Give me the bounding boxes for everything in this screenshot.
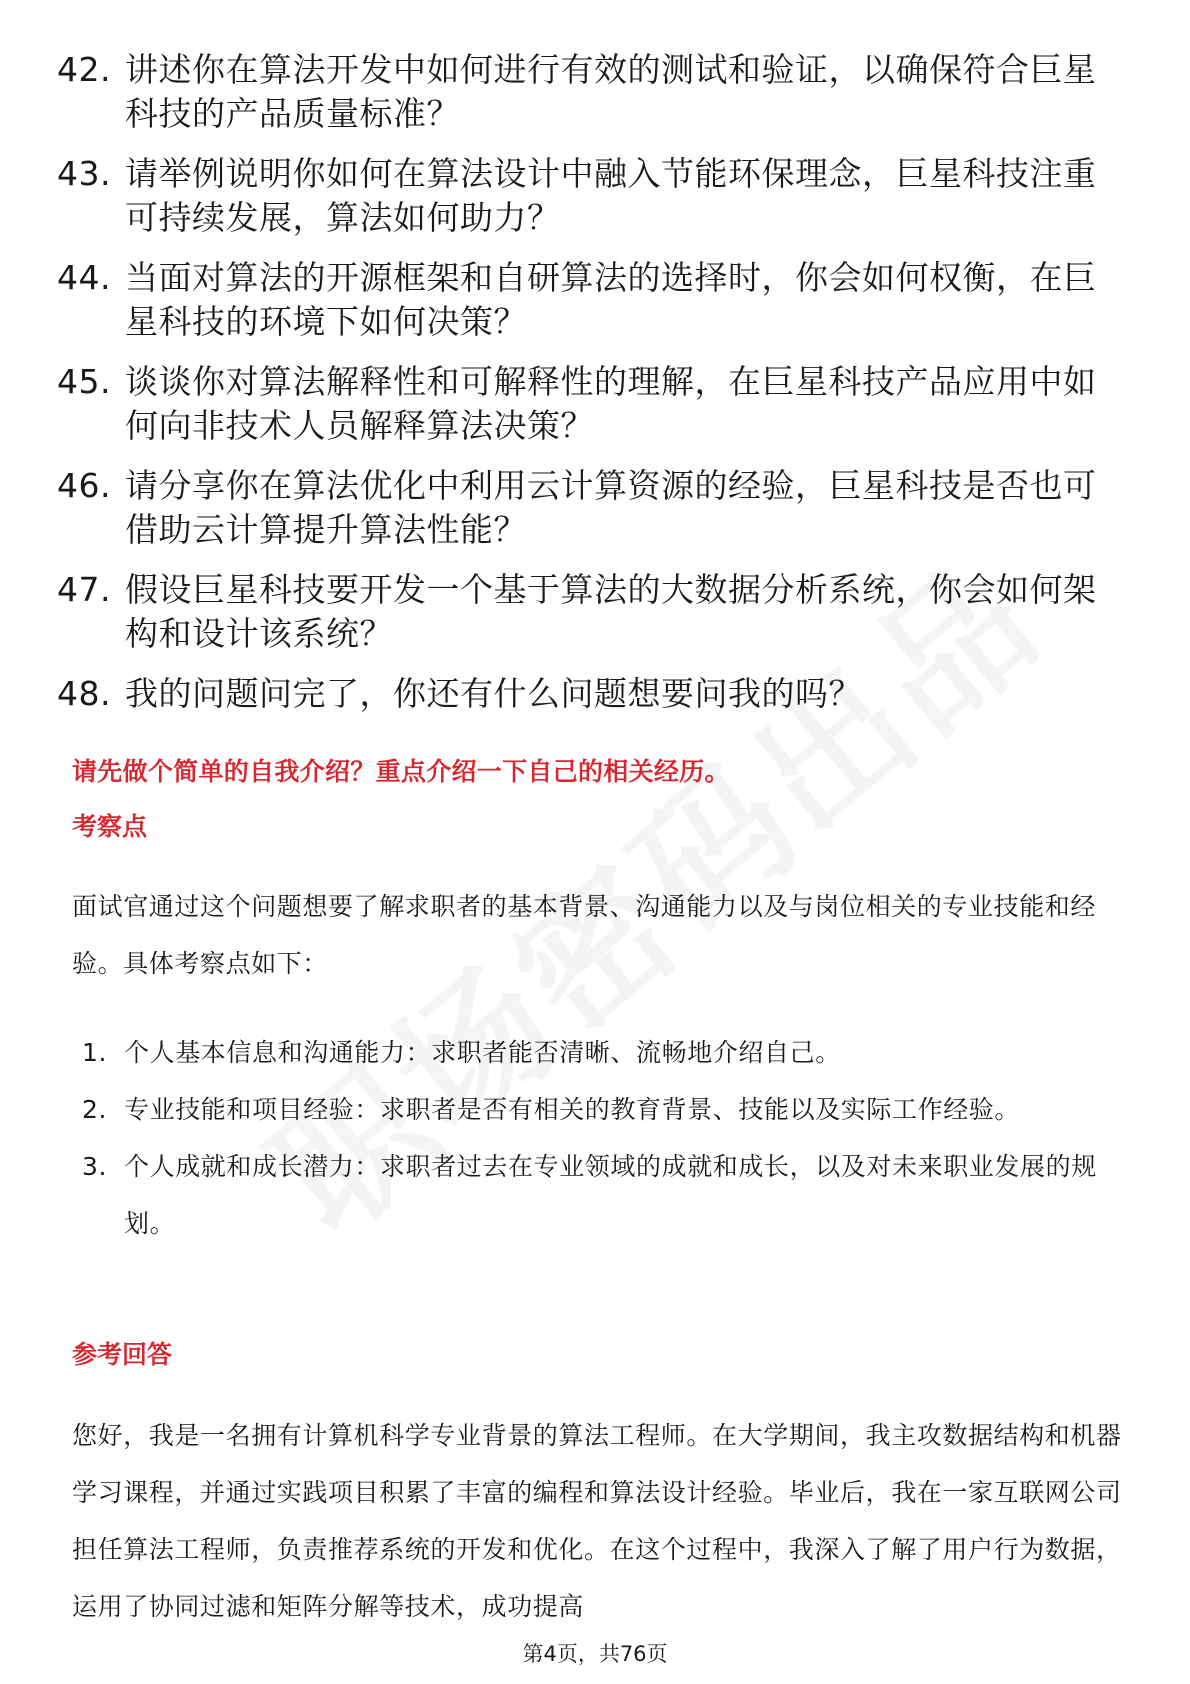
page-footer: 第4页，共76页 — [522, 1642, 668, 1666]
question-text: 讲述你在算法开发中如何进行有效的测试和验证，以确保符合巨星科技的产品质量标准？ — [125, 50, 1097, 133]
focus-point-number: 1. — [82, 1038, 108, 1067]
answer-paragraph: 您好，我是一名拥有计算机科学专业背景的算法工程师。在大学期间，我主攻数据结构和机器学习课程，并通过实践项目积累了丰富的编程和算法设计经验。毕业后，我在一家互联网公司担任算法工程师，负责推荐系统的开发和优化。在这个过程中，我深入了解了用户行为数据，运用了协同过滤和矩阵分解等技术，成功提高 — [72, 1421, 1122, 1621]
question-item — [57, 48, 1117, 136]
question-item — [57, 568, 1117, 656]
question-number: 46. — [57, 466, 111, 505]
focus-point-item — [82, 1024, 1122, 1081]
question-number: 48. — [57, 674, 111, 713]
focus-point-number: 3. — [82, 1152, 108, 1181]
question-number: 42. — [57, 50, 111, 89]
question-text: 谈谈你对算法解释性和可解释性的理解，在巨星科技产品应用中如何向非技术人员解释算法决策？ — [125, 362, 1097, 445]
intro-paragraph: 面试官通过这个问题想要了解求职者的基本背景、沟通能力以及与岗位相关的专业技能和经验。具体考察点如下： — [72, 892, 1097, 978]
question-item — [57, 256, 1117, 344]
question-text: 请分享你在算法优化中利用云计算资源的经验，巨星科技是否也可借助云计算提升算法性能？ — [125, 466, 1097, 549]
question-item — [57, 152, 1117, 240]
question-number: 47. — [57, 570, 111, 609]
focus-point-list — [82, 1024, 1122, 1252]
question-text: 当面对算法的开源框架和自研算法的选择时，你会如何权衡，在巨星科技的环境下如何决策？ — [125, 258, 1097, 341]
question-text: 我的问题问完了，你还有什么问题想要问我的吗？ — [125, 674, 862, 713]
focus-point-item — [82, 1138, 1122, 1252]
focus-point-item — [82, 1081, 1122, 1138]
question-number: 44. — [57, 258, 111, 297]
focus-point-text: 个人基本信息和沟通能力：求职者能否清晰、流畅地介绍自己。 — [124, 1038, 841, 1067]
question-text: 假设巨星科技要开发一个基于算法的大数据分析系统，你会如何架构和设计该系统？ — [125, 570, 1097, 653]
question-number: 45. — [57, 362, 111, 401]
question-text: 请举例说明你如何在算法设计中融入节能环保理念，巨星科技注重可持续发展，算法如何助力？ — [125, 154, 1097, 237]
question-item — [57, 672, 1117, 716]
question-list — [57, 48, 1117, 732]
question-number: 43. — [57, 154, 111, 193]
question-item — [57, 464, 1117, 552]
section-question-heading: 请先做个简单的自我介绍？重点介绍一下自己的相关经历。 — [72, 757, 730, 786]
focus-heading: 考察点 — [72, 812, 148, 841]
focus-point-text: 专业技能和项目经验：求职者是否有相关的教育背景、技能以及实际工作经验。 — [124, 1095, 1021, 1124]
focus-point-text: 个人成就和成长潜力：求职者过去在专业领域的成就和成长，以及对未来职业发展的规划。 — [124, 1152, 1097, 1238]
focus-point-number: 2. — [82, 1095, 108, 1124]
question-item — [57, 360, 1117, 448]
answer-heading: 参考回答 — [72, 1340, 173, 1369]
